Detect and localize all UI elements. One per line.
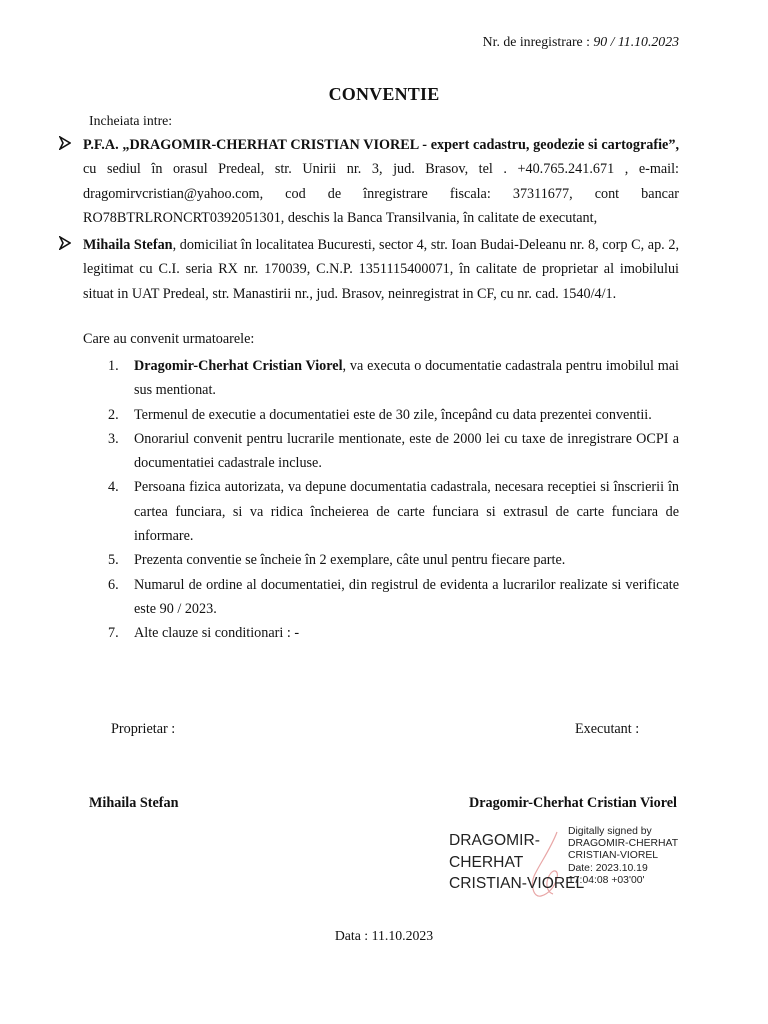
clause-number: 4. bbox=[108, 479, 119, 496]
signature-detail-line: DRAGOMIR-CHERHAT bbox=[568, 838, 679, 850]
clause-text: Onorariul convenit pentru lucrarile mentionate, este de 2000 lei cu taxe de inregistrare OCPI a documentatiei cadastrale incluse. bbox=[134, 430, 679, 472]
clause-number: 6. bbox=[108, 576, 119, 593]
agreed-intro: Care au convenit urmatoarele: bbox=[83, 331, 255, 347]
list-item bbox=[108, 573, 679, 622]
registration-value: 90 / 11.10.2023 bbox=[593, 34, 679, 49]
clause-bold: Dragomir-Cherhat Cristian Viorel bbox=[134, 358, 343, 374]
clause-text: , va executa o documentatie cadastrala pentru imobilul mai sus mentionat. bbox=[134, 358, 679, 399]
clauses-list bbox=[108, 354, 679, 646]
signature-detail-line: Digitally signed by bbox=[568, 826, 652, 837]
document-title: CONVENTIE bbox=[328, 84, 440, 104]
clause-number: 7. bbox=[108, 625, 119, 642]
document-date: Data : 11.10.2023 bbox=[334, 928, 434, 943]
clause-text: Numarul de ordine al documentatiei, din registrul de evidenta a lucrarilor realizate si verificate este 90 / 2023. bbox=[134, 576, 679, 617]
list-item bbox=[108, 403, 679, 427]
signature-name-line: DRAGOMIR- bbox=[449, 832, 540, 849]
list-item bbox=[108, 475, 679, 548]
list-item bbox=[108, 621, 679, 645]
signature-detail-line: 17:04:08 +03'00' bbox=[568, 874, 645, 886]
executor-label: Executant : bbox=[575, 721, 640, 737]
signature-detail-line: Date: 2023.10.19 bbox=[568, 862, 648, 874]
registration-label: Nr. de inregistrare : bbox=[482, 34, 590, 49]
owner-name: Mihaila Stefan bbox=[89, 795, 179, 811]
clause-text: Prezenta conventie se încheie în 2 exemplare, câte unul pentru fiecare parte. bbox=[134, 552, 566, 569]
clause-number: 5. bbox=[108, 552, 119, 569]
digital-signature bbox=[449, 826, 689, 906]
clause-text: Alte clauze si conditionari : - bbox=[134, 625, 300, 642]
list-item bbox=[108, 427, 679, 476]
clause-number: 3. bbox=[108, 430, 119, 447]
list-item bbox=[108, 548, 679, 572]
signature-detail-line: CRISTIAN-VIOREL bbox=[568, 850, 659, 862]
registration-number bbox=[483, 34, 679, 50]
clause-text: Termenul de executie a documentatiei este de 30 zile, începând cu data prezentei conventii. bbox=[134, 406, 652, 423]
party-owner-details: , domiciliat în localitatea Bucuresti, sector 4, str. Ioan Budai-Deleanu nr. 8, corp C, ap. 2, legitimat cu C.I. seria RX nr. 170039, C.N.P. 1351115400071, în calitate de proprietar al imobilului situat in UAT Predeal, str. Manastirii nr., jud. Brasov, neinregistrat in CF, cu nr. cad. 1540/4/1. bbox=[83, 237, 679, 302]
digital-signature-details bbox=[568, 826, 678, 887]
digital-signature-name bbox=[449, 830, 584, 895]
executor-name: Dragomir-Cherhat Cristian Viorel bbox=[468, 795, 677, 811]
signature-name-line: CHERHAT bbox=[449, 853, 524, 871]
arrow-bullet-icon bbox=[59, 136, 71, 150]
arrow-bullet-icon bbox=[59, 236, 71, 250]
signature-name-line: CRISTIAN-VIOREL bbox=[449, 875, 585, 892]
clause-number: 2. bbox=[108, 406, 119, 423]
clause-number: 1. bbox=[108, 358, 119, 374]
party-owner-name: Mihaila Stefan bbox=[83, 237, 173, 253]
party-executant bbox=[83, 133, 679, 230]
owner-label: Proprietar : bbox=[111, 721, 176, 737]
list-item bbox=[108, 354, 679, 403]
intro-text: Incheiata intre: bbox=[89, 113, 173, 128]
clause-text: Persoana fizica autorizata, va depune documentatia cadastrala, necesara receptiei si înscrierii în cartea funciara, si va ridica încheierea de carte funciara si extrasul de carte funciara de informare. bbox=[134, 479, 679, 545]
party-owner bbox=[83, 233, 679, 306]
party-executant-name: P.F.A. „DRAGOMIR-CHERHAT CRISTIAN VIOREL - expert cadastru, geodezie si cartografie”, bbox=[83, 137, 679, 153]
party-executant-details: cu sediul în orasul Predeal, str. Unirii nr. 3, jud. Brasov, tel . +40.765.241.671 , e-mail: dragomirvcristian@yahoo.com, cod de înregistrare fiscala: 37311677, cont bancar RO78BTRLRONCRT0392051301, deschis la Banca Transilvania, în calitate de executant, bbox=[83, 161, 679, 226]
